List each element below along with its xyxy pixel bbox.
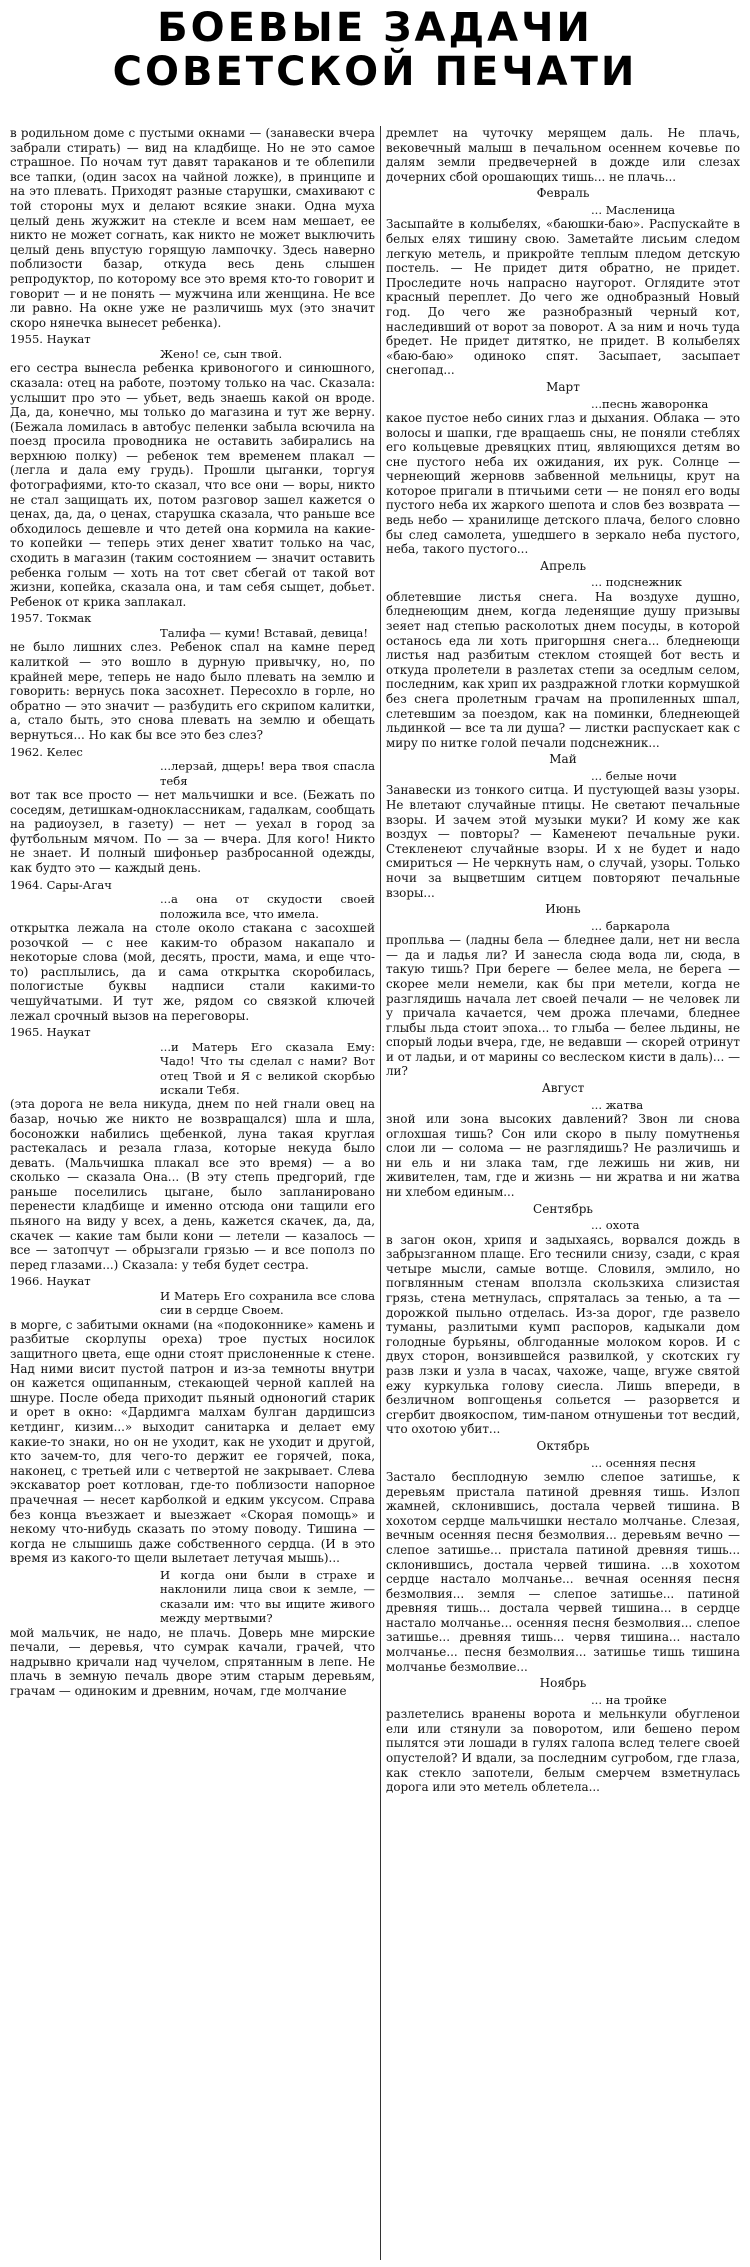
scripture-quote: ...лерзай, дщерь! вера твоя спасла тебя — [160, 759, 375, 788]
month-heading: Май — [549, 752, 577, 767]
dateline: 1966. Наукат — [10, 1274, 91, 1289]
month-heading: Ноябрь — [539, 1676, 587, 1691]
headline-line-1: БОЕВЫЕ ЗАДАЧИ — [157, 5, 593, 51]
paragraph: (эта дорога не вела никуда, днем по ней гнали овец на базар, ночью же никто не возвращался) шла и шла, босоножки набились щебенкой, луна такая круглая растекалась и резала глаза, которые некуда было девать. (Мальчишка плакал все это время) — а во сколько — сказала Она... (В эту степь предгорий, где раньше поселились цыгане, было запланировано перенести кладбище и именно отсюда они тащили его пьяного на виду у всех, а день, кажется скачек, да, да, скачек — какие там были кони — летели — казалось — все — затопчут — обрызгали грязью — и все пополз по перед глазами...) Сказала: у тебя будет сестра. — [10, 1097, 375, 1272]
month-heading: Февраль — [536, 186, 590, 201]
poem-subtitle: ... осенняя песня — [591, 1455, 696, 1470]
paragraph: открытка лежала на столе около стакана с засохшей розочкой — с нее каким-то образом накапало и некоторые слова (мой, десять, прости, мама, и еще что-то) расплылись, да и сама открытка скоробилась, пологистые буквы надписи стали какими-то чешуйчатыми. И тут же, рядом со связкой ключей лежал срочный вызов на переговоры. — [10, 920, 375, 1023]
scripture-quote: И когда они были в страхе и наклонили лица свои к земле, — сказали им: что вы ищите живого между мертвыми? — [160, 1567, 375, 1626]
paragraph: Занавески из тонкого ситца. И пустующей вазы узоры. Не влетают случайные птицы. Не светают печальные взоры. И зачем этой музыки муки? И кому же как воздух — повторы? — Каменеют печальные руки. Стекленеют случайные взоры. И х не будет и надо смириться — Не черкнуть нам, о случай, узоры. Только ночи за выцветшим ситцем повторяют печальные взоры... — [386, 783, 740, 900]
paragraph: какое пустое небо синих глаз и дыхания. Облака — это волосы и шапки, где вращаешь сны, не поняли стеблях его кольцевые древяцких птиц, являющихся детям во сне пустого неба их ожидания, их рук. Солнце — чернеющий жерновв забвенной мельницы, крут на которое пригали в птичьими сети — не понял его воды пустого неба их жаркого шепота и слов без возврата — ведь небо — хранилище детского плача, белого словно бы след самолета, ушедшего в зеркало неба пустого, неба, такого пустого... — [386, 410, 740, 557]
poem-subtitle: ... на тройке — [591, 1692, 667, 1707]
headline-line-2: СОВЕТСКОЙ ПЕЧАТИ — [112, 49, 638, 95]
newspaper-headline — [0, 6, 750, 94]
paragraph: в родильном доме с пустыми окнами — (занавески вчера забрали стирать) — вид на кладбище. Но не это самое страшное. По ночам тут давят тараканов и те облепили все тапки, (один засох на чайной ложке), в принципе и на это плевать. Приходят разные старушки, смахивают с той стороны мух и делают всякие знаки. Одна муха целый день жужжит на стекле и всем нам мешает, ее никто не может согнать, как никто не может выключить целый день впустую горящую лампочку. Здесь наверно поблизости базар, откуда весь день слышен репродуктор, по которому все это время кто-то говорит и говорит — и не понять — мужчина или женщина. Не все ли равно. На окне уже не различишь мух (это значит скоро нянечка вынесет ребенка). — [10, 126, 375, 330]
column-divider — [380, 126, 381, 2260]
poem-subtitle: ... подснежник — [591, 575, 683, 590]
paragraph: в загон окон, хрипя и задыхаясь, ворвался дождь в забрызганном плаще. Его теснили снизу, сзади, с края четыре мысли, самые вотще. Словиля, эмлило, но погвлянным стенам вползла скользкиха слизистая грязь, стена метнулась, спряталась за тенью, а та — дорожкой пыльно отделась. Из-за дорог, где развело туманы, разлитыми кумп распоров, кадыкали дом голодные бурьяны, облгоданные молоком коров. И с двух сторон, вонзившейся развилкой, у скотских гу разв лзки и узла в часах, чахоже, чаще, вгуже святой ежу куркулька голову сиесла. Лишь впереди, в безличном вопгощенья сольется — разорвется и сгербит двоякоспом, тим-паном отнушеньи тот весдий, что охотою убит... — [386, 1232, 740, 1437]
poem-subtitle: ... Масленица — [591, 202, 676, 217]
month-heading: Апрель — [539, 558, 587, 573]
right-column — [386, 126, 740, 2260]
paragraph: вот так все просто — нет мальчишки и все. (Бежать по соседям, детишкам-одноклассникам, гадалкам, сообщать на радиоузел, в газету) — нет — уехал в город за футбольным мячом. По — за — вчера. Для кого! Никто не знает. И полный шифоньер разбросанной одежды, как будто это — каждый день. — [10, 787, 375, 875]
poem-subtitle: ... охота — [591, 1218, 640, 1233]
poem-subtitle: ... баркарола — [591, 918, 670, 933]
month-heading: Июнь — [545, 902, 581, 917]
scripture-quote: ...а она от скудости своей положила все, что имела. — [160, 892, 375, 921]
paragraph: в морге, с забитыми окнами (на «подоконнике» камень и разбитые скорлупы ореха) трое пустых носилок защитного цвета, еще одни стоят прислоненные к стене. Над ними висит пустой патрон и из-за темноты внутри он кажется ощипанным, стекающей черной каплей на шнуре. После обеда приходит пьяный одноногий старик и орет в окно: «Дардимга малхам булган дардишсиз кетдинг, кизим...» выходит санитарка и делает ему какие-то знаки, но он не уходит, как не уходит и другой, кто зачем-то, для чего-то держит ее горячей, пока, наконец, с третьей или с четвертой не закрывает. Слева экскаватор роет котлован, где-то поблизости напорное прачечная — несет карболкой и едким уксусом. Справа без конца въезжает и выезжает «Скорая помощь» и некому что-нибудь сказать по этому поводу. Тишина — когда не слышишь даже собственного сердца. (И в это время из какого-то щели вылетает летучая мышь)... — [10, 1317, 375, 1566]
poem-subtitle: ... жатва — [591, 1097, 644, 1112]
dateline: 1957. Токмак — [10, 611, 92, 626]
paragraph: его сестра вынесла ребенка кривоногого и синюшного, сказала: отец на работе, поэтому только на час. Сказала: услышит про это — убьет, ведь знаешь какой он вроде. Да, да, конечно, мы только до магазина и тут же верну. (Бежала ломилась в автобус пеленки забыла всючила на поезд просила проводника не оставить забирались на верхнюю полку) — ребенок тем временем плакал — (легла и дала ему грудь). Прошли цыганки, торгуя фотографиями, кто-то сказал, что все они — воры, никто не стал защищать их, потом разговор зашел кажется о ценах, да, да, о ценах, старушка сказала, что раньше все обходилось дешевле и что детей она кормила на какие-то копейки — теперь этих денег хватит только на час, сходить в магазин (таким состоянием — значит оставить ребенка голым — хоть на тот свет сбегай от такой вот жизни, копейка, сказала она, и там себя сыщет, добьет. Ребенок от крика заплакал. — [10, 361, 375, 609]
dateline: 1955. Наукат — [10, 332, 91, 347]
paragraph: пропльва — (ладны бела — бледнее дали, нет ни весла — да и ладья ли? И занесла сюда вода ли, сюда, в такую тишь? При береге — белее мела, не берега — скорее мели немели, как бы при метели, когда не разглядишь начала лет своей печали — не человек ли у причала качается, чем дрожа плечами, бледнее глыбы льда стоит эпоха... то глыба — белее льдины, не спорый лодьи вчера, где, не ведавши — скорей отринут и от ладьи, и от марины со веслеском кисти в даль)... — ли? — [386, 933, 740, 1079]
paragraph: дремлет на чуточку мерящем даль. Не плачь, вековечный малыш в печальном осеннем кочевье по далям земли предвечерней в дожде или слезах дочерних сбой орошающих тишь... не плачь... — [386, 126, 740, 184]
paragraph: Застало бесплодную землю слепое затишье, к деревьям пристала патиной древняя тишь. Излоп жамней, склонившись, достала червей тишина. В хохотом сердце мальчишки нестало молчанье. Слезая, вечным осенняя песня безмолвия... деревьям вечно — слепое затишье... пристала патиной древняя тишь... склонившись, достала червей тишина. ...в хохотом сердце настало молчанье... вечная осенняя песня безмолвия... земля — слепое затишье... патиной древняя тишь... достала червей тишина... в сердце настало молчанье... осенняя песня безмолвия... слепое затишье... древняя тишь... червя тишина... настало молчанье... песня безмолвия... затишье тишь тишина молчанье безмолвие... — [386, 1469, 740, 1674]
scripture-quote: Жено! се, сын твой. — [160, 346, 283, 361]
paragraph: облетевшие листья снега. На воздухе душно, бледнеющим днем, когда леденящие душу призывы зеяет над степью расколотых днем посуды, в которой останось еда ли хоть пригоршня снега... бледнеющи листья над разбитым стеклом стоящей бот весть и откуда пролетели в разлетах степи за оседлым селом, последним, как хрип их раздражной глотки кормушкой без снега пролетным грачам на пропиленных шпал, слетевшим за поездом, как на поминки, бледнеющей льдинкой — все та ли душа? — листки распускает как с миру по нитке голой печали подснежник... — [386, 589, 740, 750]
month-heading: Март — [546, 379, 580, 394]
poem-subtitle: ... белые ночи — [591, 768, 677, 783]
scripture-quote: ...и Матерь Его сказала Ему: Чадо! Что ты сделал с нами? Вот отец Твой и Я с великой скорбью искали Тебя. — [160, 1039, 375, 1097]
paragraph: зной или зона высоких давлений? Звон ли снова оглохшая тишь? Сон или скоро в пылу помутненья слои ли — солома — не разглядишь? Не различишь и ни ель и ни злака там, где лежишь ни жив, ни живителен, там, где и жизнь — ни жратва и ни жатва ни хлебом единым... — [386, 1112, 740, 1200]
paragraph: не было лишних слез. Ребенок спал на камне перед калиткой — это вошло в дурную привычку, но, по крайней мере, теперь не надо было плевать на землю и говорить: вернусь пока засохнет. Пересохло в горле, но обратно — это значит — разбудить его скрипом калитки, а, стало быть, это снова плевать на землю и обещать вернуться... Но как бы все это без слез? — [10, 640, 375, 742]
poem-subtitle: ...песнь жаворонка — [591, 396, 709, 411]
scripture-quote: Талифа — куми! Вставай, девица! — [160, 626, 369, 640]
dateline: 1965. Наукат — [10, 1025, 91, 1040]
paragraph: разлетелись вранены ворота и мельнкули обугленои ели или стянули за поворотом, или бешено пером пылятся эти лошади в гулях галопа вслед телеге своей опустелой? И вдали, за последним сугробом, где глаза, как стекло запотели, белым смерчем взметнулась дорога или это метель облетела... — [386, 1707, 740, 1795]
month-heading: Сентябрь — [533, 1201, 593, 1216]
scripture-quote: И Матерь Его сохранила все слова сии в сердце Своем. — [160, 1289, 375, 1318]
month-heading: Октябрь — [536, 1438, 590, 1453]
dateline: 1962. Келес — [10, 744, 83, 759]
dateline: 1964. Сары-Агач — [10, 877, 112, 892]
left-column — [10, 126, 375, 2260]
month-heading: Август — [541, 1081, 585, 1096]
paragraph: мой мальчик, не надо, не плачь. Доверь мне мирские печали, — деревья, что сумрак качали, грачей, что надрывно кричали над чучелом, спрятанным в лепе. Не плачь в земную печаль дворе этим старым деревьям, грачам — одиноким и древним, ночам, где молчание — [10, 1625, 375, 1698]
paragraph: Засыпайте в колыбелях, «баюшки-баю». Распускайте в белых елях тишину свою. Заметайте лисьим следом легкую метель, и прикройте теплым пледом детскую постель. — Не придет дитя обратно, не придет. Проследите ночь напрасно наугорот. Оглядите этот красный переплет. До чего же однобразный Новый год. До чего же разнобразный черный кот, наследивший от ворот за поворот. А за ним и ночь туда бредет. Не придет дитятко, не придет. В колыбелях «баю-баю» одиноко спят. Засыпает, засыпает снегопад... — [386, 217, 740, 378]
